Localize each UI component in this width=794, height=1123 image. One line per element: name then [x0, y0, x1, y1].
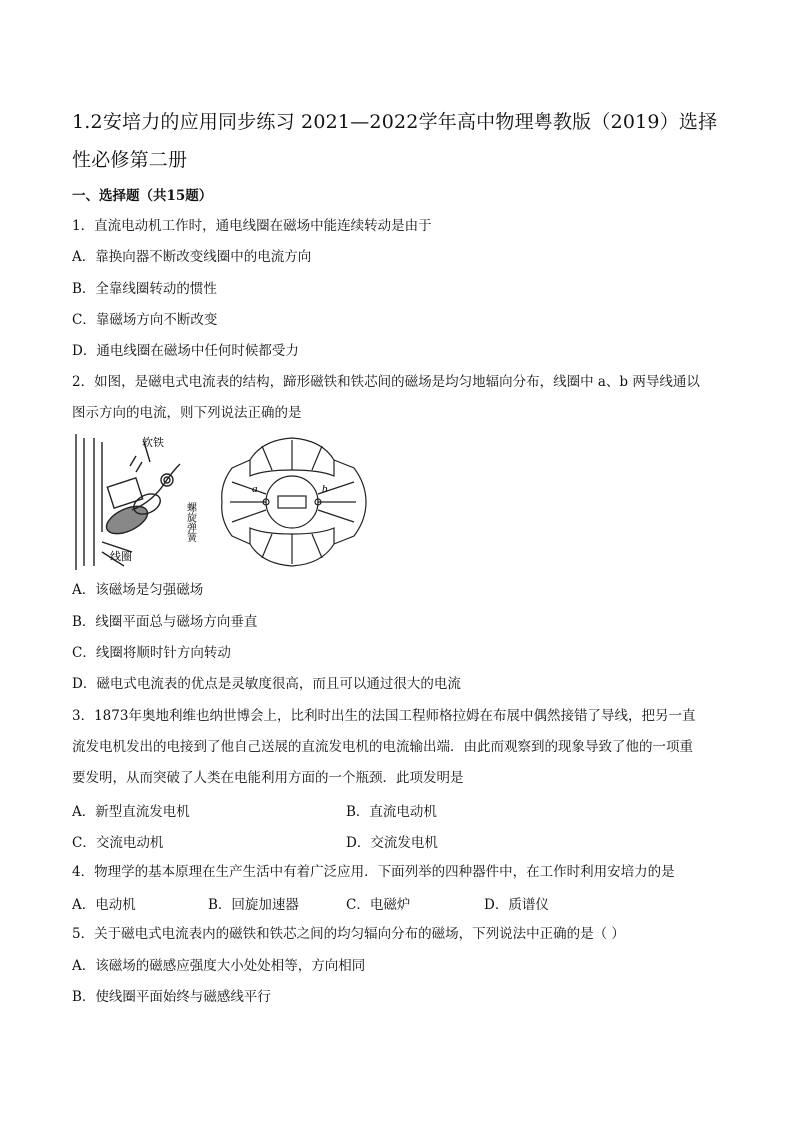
- q2-option-b: B．线圈平面总与磁场方向垂直: [72, 614, 258, 630]
- section-heading: 一、选择题（共15题）: [72, 188, 213, 204]
- q1-option-b: B．全靠线圈转动的惯性: [72, 281, 217, 297]
- q2-option-d: D．磁电式电流表的优点是灵敏度很高，而且可以通过很大的电流: [72, 676, 461, 692]
- label-b: b: [322, 483, 328, 495]
- q3-option-d: D．交流发电机: [346, 835, 438, 851]
- q1-option-a: A．靠换向器不断改变线圈中的电流方向: [72, 249, 312, 265]
- q1-stem: 1．直流电动机工作时，通电线圈在磁场中能连续转动是由于: [72, 218, 432, 234]
- galvanometer-side-view: [76, 434, 180, 570]
- q5-option-a: A．该磁场的磁感应强度大小处处相等，方向相同: [72, 958, 366, 974]
- q4-option-a: A．电动机: [72, 897, 136, 913]
- q4-option-d: D．质谱仪: [484, 897, 549, 913]
- galvanometer-diagram: [72, 432, 372, 572]
- q5-option-b: B．使线圈平面始终与磁感线平行: [72, 989, 271, 1005]
- label-a: a: [252, 483, 258, 495]
- q4-option-c: C．电磁炉: [346, 897, 411, 913]
- page-title: 1.2安培力的应用同步练习 2021—2022学年高中物理粤教版（2019）选择性必修第二册: [72, 111, 718, 171]
- q3-option-a: A．新型直流发电机: [72, 804, 190, 820]
- q3-stem-line-2: 流发电机发出的电接到了他自己送展的直流发电机的电流输出端．由此而观察到的现象导致了他的一项重: [72, 739, 693, 755]
- label-coil: 线圈: [110, 551, 132, 563]
- q2-option-a: A．该磁场是匀强磁场: [72, 582, 204, 598]
- q2-stem-line-1: 2．如图，是磁电式电流表的结构，蹄形磁铁和铁芯间的磁场是均匀地辐向分布，线圈中 a、b 两导线通以: [72, 374, 700, 390]
- q3-stem-line-3: 要发明，从而突破了人类在电能利用方面的一个瓶颈．此项发明是: [72, 770, 464, 786]
- radial-field-view: [222, 438, 366, 566]
- label-spring: 螺旋弹簧: [184, 502, 196, 542]
- q3-stem-line-1: 3．1873年奥地利维也纳世博会上，比利时出生的法国工程师格拉姆在布展中偶然接错了导线，把另一直: [72, 708, 696, 724]
- q4-option-b: B．回旋加速器: [208, 897, 299, 913]
- q3-option-b: B．直流电动机: [346, 804, 437, 820]
- q1-option-c: C．靠磁场方向不断改变: [72, 312, 218, 328]
- q5-stem: 5．关于磁电式电流表内的磁铁和铁芯之间的均匀辐向分布的磁场，下列说法中正确的是（ ）: [72, 926, 625, 942]
- q1-option-d: D．通电线圈在磁场中任何时候都受力: [72, 343, 299, 359]
- q2-option-c: C．线圈将顺时针方向转动: [72, 645, 231, 661]
- q2-figure: [72, 432, 372, 572]
- q4-stem: 4．物理学的基本原理在生产生活中有着广泛应用．下面列举的四种器件中，在工作时利用安培力的是: [72, 864, 675, 880]
- label-iron: 软铁: [142, 437, 164, 449]
- q2-stem-line-2: 图示方向的电流，则下列说法正确的是: [72, 405, 302, 421]
- q3-option-c: C．交流电动机: [72, 835, 164, 851]
